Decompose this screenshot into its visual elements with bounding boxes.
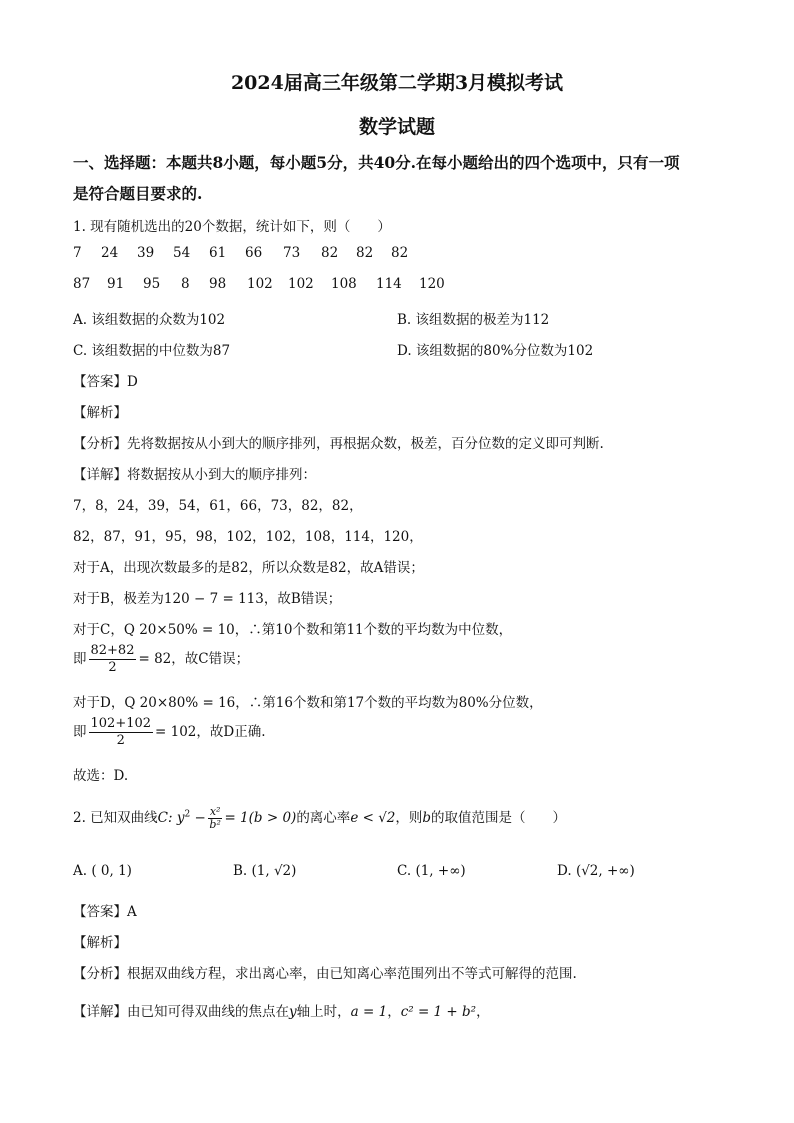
q2-option-d	[557, 863, 635, 879]
for-c-pre: 对于C，	[73, 622, 124, 638]
fraction-denominator: b²	[209, 818, 221, 831]
detail-mid: 轴上时，	[296, 1004, 351, 1020]
ji-c-pre: 即	[73, 651, 87, 667]
for-d-pre: 对于D，	[73, 695, 125, 711]
data-cell: 61	[209, 245, 227, 261]
curve-eq-c: = 1(b > 0)	[224, 810, 297, 826]
for-d-post: 第16个数和第17个数的平均数为80%分位数，	[262, 695, 543, 711]
q1-option-a: A. 该组数据的众数为102	[73, 312, 226, 328]
fenxi-text: 先将数据按从小到大的顺序排列，再根据众数，极差，百分位数的定义即可判断.	[127, 436, 604, 452]
fraction	[89, 716, 154, 749]
q2-stem-mid2: ，则	[395, 810, 423, 826]
q1-option-d: D. 该组数据的80%分位数为102	[397, 343, 594, 359]
data-cell: 66	[245, 245, 263, 261]
detail-pre: 由已知可得双曲线的焦点在	[127, 1004, 289, 1020]
data-cell: 82	[391, 245, 409, 261]
for-c-math: Q 20×50% = 10，∴	[123, 622, 262, 638]
data-cell: 82	[321, 245, 339, 261]
data-cell: 8	[181, 276, 190, 292]
answer-value: A	[127, 904, 137, 920]
option-label: C.	[397, 863, 412, 879]
q2-stem-pre: 2. 已知双曲线	[73, 810, 158, 826]
q1-stem: 1. 现有随机选出的20个数据，统计如下，则（ ）	[73, 219, 391, 235]
data-cell: 24	[101, 245, 119, 261]
answer-tag: 【答案】	[73, 374, 127, 390]
section-heading-line2: 是符合题目要求的.	[73, 184, 203, 203]
for-b-pre: 对于B，极差为	[73, 591, 164, 607]
data-cell: 114	[376, 276, 402, 292]
data-cell: 108	[331, 276, 357, 292]
q1-for-d	[73, 691, 543, 711]
b-variable: b	[422, 810, 432, 826]
data-cell: 98	[209, 276, 227, 292]
q1-for-c	[73, 618, 512, 638]
answer-value: D	[127, 374, 138, 390]
data-cell: 73	[283, 245, 301, 261]
q1-conclusion: 故选：D.	[73, 768, 129, 784]
q1-ji-d	[73, 716, 266, 749]
q1-for-b	[73, 587, 341, 607]
q1-ji-c	[73, 643, 249, 676]
option-label: D.	[557, 863, 572, 879]
q2-option-a	[73, 863, 132, 879]
for-b-math: 120 − 7 = 113	[163, 591, 264, 607]
detail-post: ，	[476, 1004, 490, 1020]
q2-stem-post: 的取值范围是（ ）	[431, 810, 567, 826]
for-c-post: 第10个数和第11个数的平均数为中位数，	[261, 622, 513, 638]
curve-eq-a: : y	[168, 810, 185, 826]
fraction-numerator: 82+82	[90, 643, 135, 658]
fenxi-text: 根据双曲线方程，求出离心率，由已知离心率范围列出不等式可解得的范围.	[127, 966, 577, 982]
option-value: (1, √2)	[251, 863, 297, 879]
exam-subtitle: 数学试题	[358, 116, 435, 138]
q2-fenxi-line	[73, 962, 577, 982]
ji-d-eq: = 102	[155, 724, 197, 740]
q1-fenxi-line	[73, 432, 604, 452]
q2-option-b	[233, 863, 296, 879]
section-heading-line1: 一、选择题：本题共8小题，每小题5分，共40分.在每小题给出的四个选项中，只有一项	[73, 153, 680, 172]
fenxi-tag: 【分析】	[73, 436, 127, 452]
ji-c-post: ，故C错误；	[171, 651, 250, 667]
separator: ，	[387, 1004, 401, 1020]
option-value: (√2, +∞)	[575, 863, 635, 879]
option-label: A.	[73, 863, 88, 879]
option-label: B.	[233, 863, 248, 879]
q1-sorted-row1: 7，8，24，39，54，61，66，73，82，82，	[73, 498, 363, 514]
q1-detail-line	[73, 463, 316, 483]
data-cell: 87	[73, 276, 91, 292]
q1-answer-line	[73, 370, 138, 390]
curve-eq-b: −	[190, 810, 206, 826]
q1-option-b: B. 该组数据的极差为112	[397, 312, 550, 328]
q1-analysis-tag: 【解析】	[73, 405, 127, 421]
for-d-math: Q 20×80% = 16，∴	[124, 695, 263, 711]
q2-analysis-tag: 【解析】	[73, 935, 127, 951]
detail-text: 将数据按从小到大的顺序排列：	[127, 467, 316, 483]
q2-option-c	[397, 863, 466, 879]
ji-d-post: ，故D正确.	[196, 724, 266, 740]
data-cell: 54	[173, 245, 191, 261]
ji-d-pre: 即	[73, 724, 87, 740]
data-cell: 120	[419, 276, 445, 292]
option-value: ( 0, 1)	[91, 863, 132, 879]
data-cell: 102	[288, 276, 314, 292]
detail-tag: 【详解】	[73, 1004, 127, 1020]
fraction-denominator: 2	[108, 660, 117, 675]
q2-answer-line	[73, 900, 137, 920]
q2-stem-mid: 的离心率	[296, 810, 351, 826]
data-cell: 39	[137, 245, 155, 261]
curve-name: C	[157, 810, 169, 826]
for-b-post: ，故B错误；	[263, 591, 342, 607]
fraction	[208, 806, 223, 831]
fraction	[89, 643, 137, 676]
answer-tag: 【答案】	[73, 904, 127, 920]
y-variable: y	[289, 1004, 297, 1020]
a-equation: a = 1	[350, 1004, 388, 1020]
data-cell: 82	[356, 245, 374, 261]
ji-c-eq: = 82	[138, 651, 172, 667]
fraction-denominator: 2	[116, 733, 125, 748]
fenxi-tag: 【分析】	[73, 966, 127, 982]
q2-detail-line	[73, 1000, 490, 1020]
q1-option-c: C. 该组数据的中位数为87	[73, 343, 231, 359]
data-cell: 91	[107, 276, 125, 292]
eccentricity: e < √2	[350, 810, 396, 826]
option-value: (1, +∞)	[415, 863, 466, 879]
exam-title: 2024届高三年级第二学期3月模拟考试	[230, 72, 564, 94]
data-cell: 7	[73, 245, 82, 261]
fraction-numerator: x²	[209, 805, 221, 818]
detail-tag: 【详解】	[73, 467, 127, 483]
c-equation: c² = 1 + b²	[400, 1004, 477, 1020]
q1-for-a: 对于A，出现次数最多的是82，所以众数是82，故A错误；	[73, 560, 424, 576]
data-cell: 95	[143, 276, 161, 292]
fraction-numerator: 102+102	[90, 716, 152, 731]
q2-stem: 2. 已知双曲线C: $y^2$ − $\frac{\text{x²}}{\text{b²}}$ = 1(b > 0)的离心率e < √2，则b的取值范围是（ ）	[73, 805, 567, 831]
q1-sorted-row2: 82，87，91，95，98，102，102，108，114，120，	[73, 529, 423, 545]
data-cell: 102	[247, 276, 273, 292]
